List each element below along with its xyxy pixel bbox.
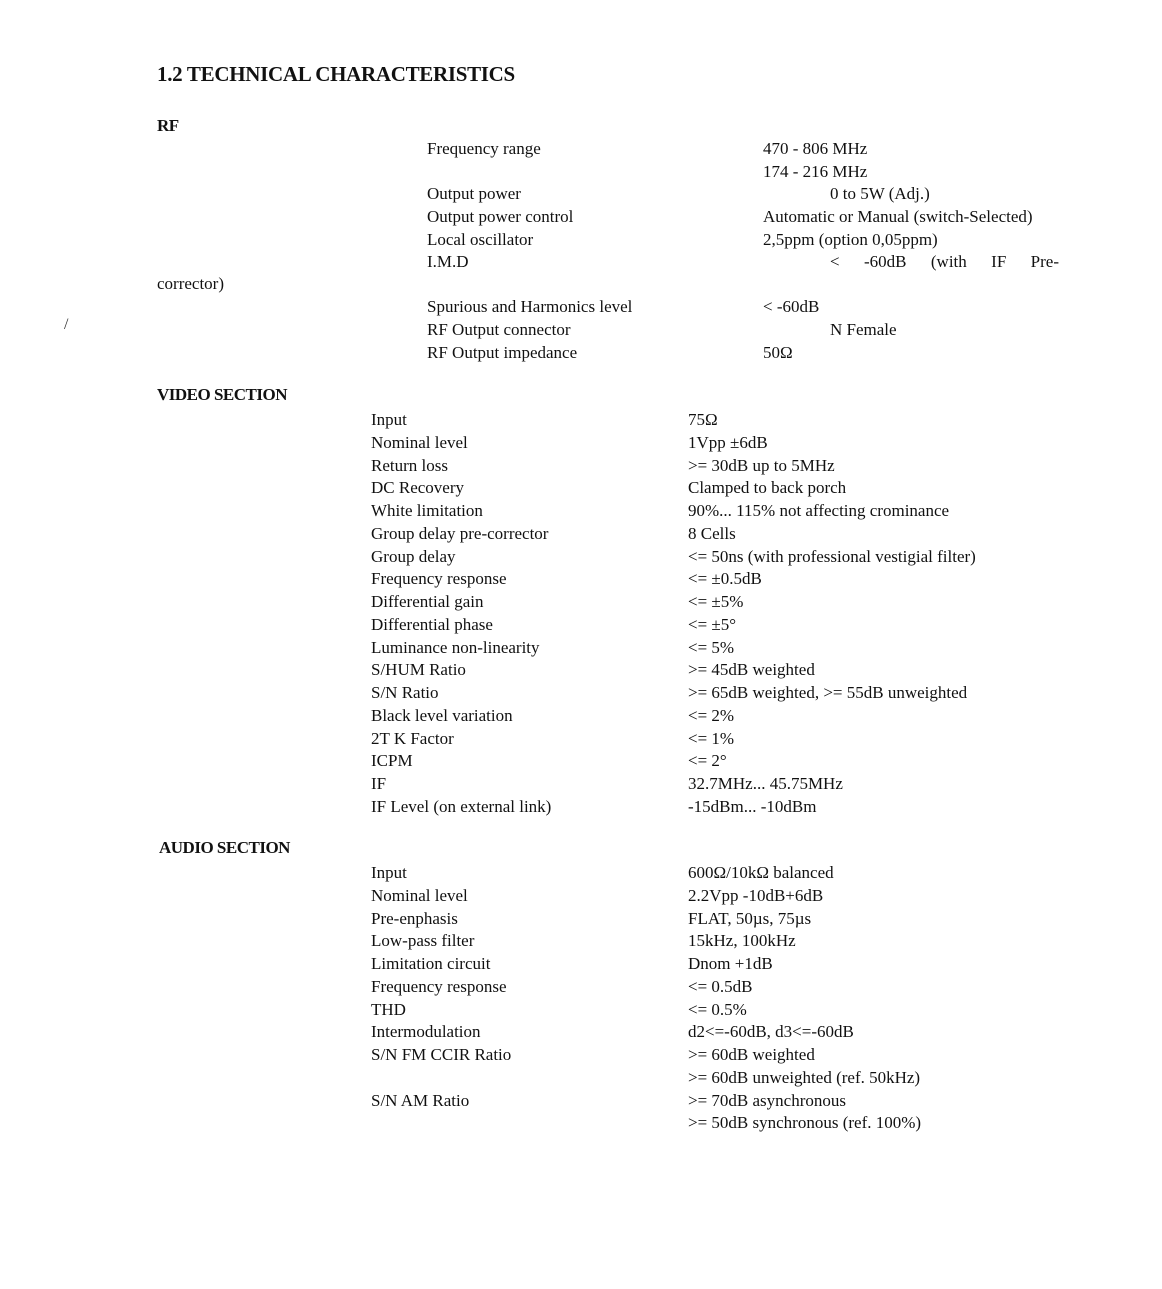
spec-value: >= 60dB weighted <box>688 1045 815 1064</box>
margin-mark: / <box>64 316 69 333</box>
spec-label: Nominal level <box>371 886 468 905</box>
spec-label: S/N Ratio <box>371 683 439 702</box>
spec-label: 2T K Factor <box>371 729 454 748</box>
spec-value: 2.2Vpp -10dB+6dB <box>688 886 824 905</box>
spec-label: Limitation circuit <box>371 954 491 973</box>
spec-value: <= 5% <box>688 638 735 657</box>
spec-value: < -60dB <box>763 297 820 316</box>
spec-label: IF <box>371 774 387 793</box>
spec-value: <= 0.5dB <box>688 977 753 996</box>
spec-value: >= 30dB up to 5MHz <box>688 456 835 475</box>
spec-label: Frequency response <box>371 569 507 588</box>
spec-label: THD <box>371 1000 406 1019</box>
spec-label: Input <box>371 410 407 429</box>
spec-label: White limitation <box>371 501 483 520</box>
spec-value: d2<=-60dB, d3<=-60dB <box>688 1022 854 1041</box>
spec-value: <= 2% <box>688 706 735 725</box>
spec-label: Local oscillator <box>427 230 534 249</box>
spec-label: Frequency response <box>371 977 507 996</box>
spec-label: Output power control <box>427 207 574 226</box>
spec-value: <= 0.5% <box>688 1000 747 1019</box>
spec-value: <= ±5° <box>688 615 737 634</box>
spec-label: Low-pass filter <box>371 931 475 950</box>
spec-label: Intermodulation <box>371 1022 481 1041</box>
spec-label: RF Output impedance <box>427 343 578 362</box>
spec-label: Differential phase <box>371 615 493 634</box>
spec-value: <= ±5% <box>688 592 744 611</box>
spec-label: S/N AM Ratio <box>371 1091 470 1110</box>
spec-value: FLAT, 50µs, 75µs <box>688 909 812 928</box>
spec-label: Frequency range <box>427 139 541 158</box>
spec-label: I.M.D <box>427 252 469 271</box>
spec-value: Clamped to back porch <box>688 478 847 497</box>
spec-label: Return loss <box>371 456 448 475</box>
spec-value: <= 50ns (with professional vestigial filter) <box>688 547 976 566</box>
spec-value: >= 65dB weighted, >= 55dB unweighted <box>688 683 968 702</box>
spec-label: Spurious and Harmonics level <box>427 297 633 316</box>
spec-label: S/N FM CCIR Ratio <box>371 1045 512 1064</box>
spec-label: Input <box>371 863 407 882</box>
spec-value: Automatic or Manual (switch-Selected) <box>763 207 1033 226</box>
spec-value: 15kHz, 100kHz <box>688 931 796 950</box>
spec-label: Pre-enphasis <box>371 909 458 928</box>
spec-value: N Female <box>830 320 897 339</box>
spec-value: Dnom +1dB <box>688 954 773 973</box>
spec-label: ICPM <box>371 751 413 770</box>
spec-value: 90%... 115% not affecting crominance <box>688 501 950 520</box>
spec-value: -15dBm... -10dBm <box>688 797 817 816</box>
spec-value: 32.7MHz... 45.75MHz <box>688 774 843 793</box>
spec-label: Black level variation <box>371 706 513 725</box>
spec-value: >= 60dB unweighted (ref. 50kHz) <box>688 1068 921 1087</box>
rf-heading: RF <box>157 116 179 135</box>
video-section-heading: VIDEO SECTION <box>157 385 288 404</box>
spec-label: Nominal level <box>371 433 468 452</box>
spec-value: <= ±0.5dB <box>688 569 762 588</box>
spec-label: RF Output connector <box>427 320 571 339</box>
spec-label: Group delay <box>371 547 456 566</box>
rf-wrap-continuation: corrector) <box>157 274 225 293</box>
spec-value: < -60dB (with IF Pre- <box>830 252 1059 271</box>
spec-value: 470 - 806 MHz <box>763 139 868 158</box>
spec-label: Differential gain <box>371 592 484 611</box>
spec-value: >= 70dB asynchronous <box>688 1091 846 1110</box>
spec-value: <= 2° <box>688 751 727 770</box>
spec-value: >= 50dB synchronous (ref. 100%) <box>688 1113 922 1132</box>
spec-label: IF Level (on external link) <box>371 797 552 816</box>
spec-value: 75Ω <box>688 410 718 429</box>
spec-value: 174 - 216 MHz <box>763 162 868 181</box>
spec-label: Group delay pre-corrector <box>371 524 549 543</box>
spec-value: >= 45dB weighted <box>688 660 815 679</box>
spec-value: 50Ω <box>763 343 793 362</box>
spec-label: Output power <box>427 184 521 203</box>
spec-label: DC Recovery <box>371 478 465 497</box>
spec-label: Luminance non-linearity <box>371 638 540 657</box>
spec-value: 600Ω/10kΩ balanced <box>688 863 834 882</box>
spec-value: 1Vpp ±6dB <box>688 433 768 452</box>
page-title: 1.2 TECHNICAL CHARACTERISTICS <box>157 62 515 86</box>
spec-value: <= 1% <box>688 729 735 748</box>
spec-label: S/HUM Ratio <box>371 660 466 679</box>
spec-value: 8 Cells <box>688 524 736 543</box>
spec-value: 0 to 5W (Adj.) <box>830 184 930 203</box>
audio-section-heading: AUDIO SECTION <box>159 838 290 857</box>
spec-value: 2,5ppm (option 0,05ppm) <box>763 230 938 249</box>
